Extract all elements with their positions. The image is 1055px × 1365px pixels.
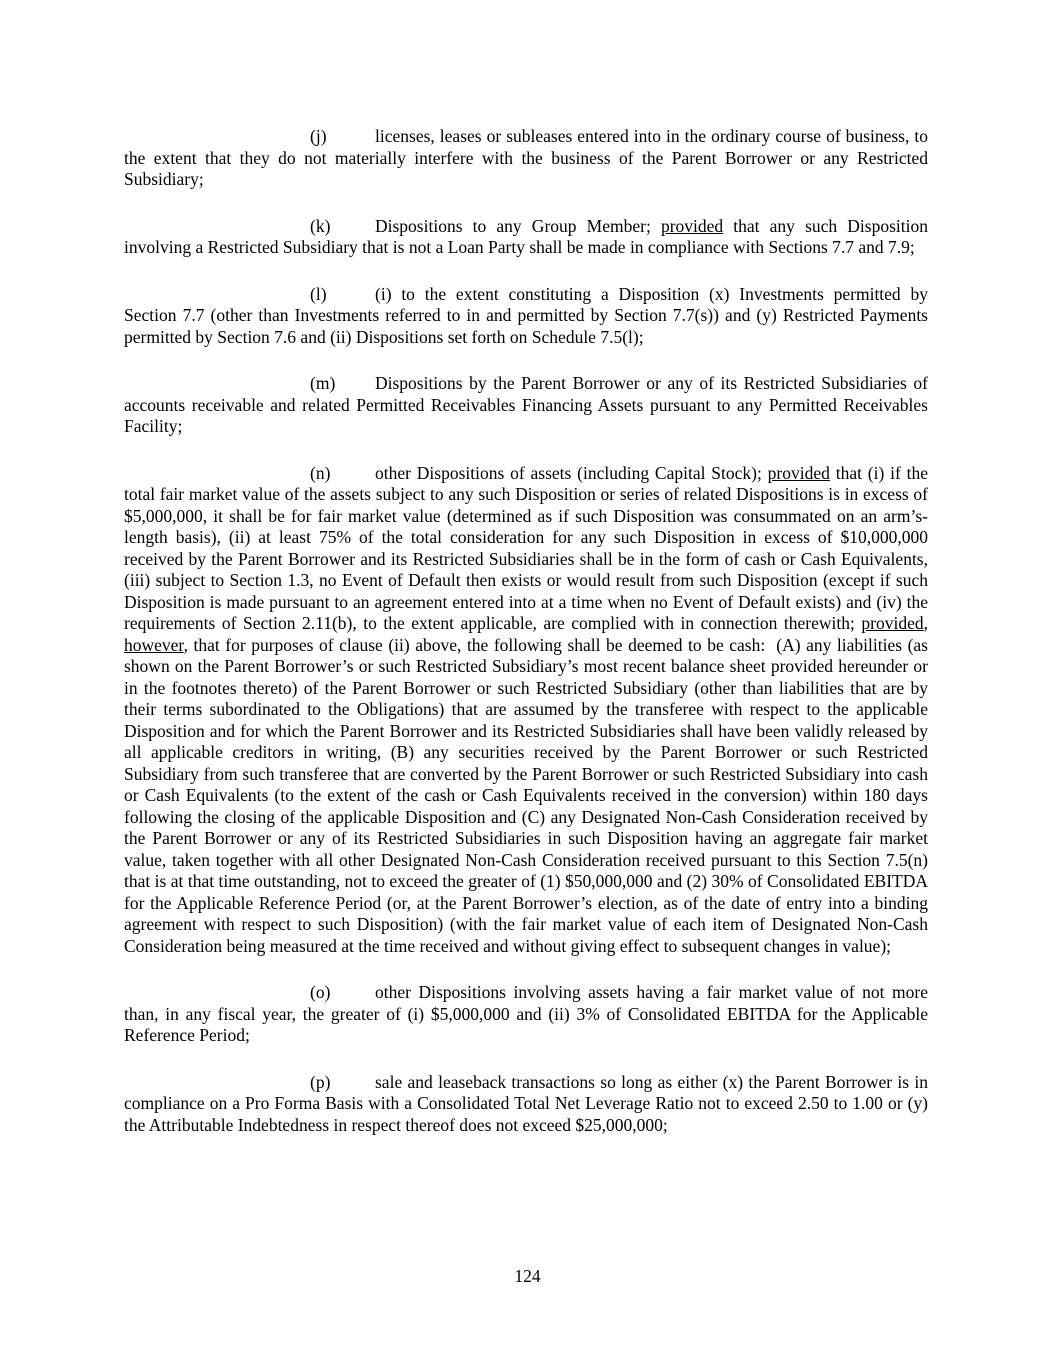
text-segment: Dispositions to any Group Member;	[375, 215, 661, 236]
page-number: 124	[514, 1266, 541, 1286]
paragraph-marker: (l)	[310, 283, 327, 304]
underlined-term: provided	[861, 613, 924, 633]
text-segment: other Dispositions involving assets having a fair market value of not more than, in any fiscal year, the greater of (i) $5,000,000 and (ii) 3% of Consolidated EBITDA for the Applicable Reference Period;	[124, 982, 928, 1045]
text-segment: that (i) if the total fair market value of the assets subject to any such Disposition or series of related Dispositions is in excess of $5,000,000, it shall be for fair market value (determined as if such Disposition was consummated on an arm’s-length basis), (ii) at least 75% of the total consideration for any such Disposition in excess of $10,000,000 received by the Parent Borrower and its Restricted Subsidiaries shall be in the form of cash or Cash Equivalents, (iii) subject to Section 1.3, no Event of Default then exists or would result from such Disposition (except if such Disposition is made pursuant to an agreement entered into at a time when no Event of Default exists) and (iv) the requirements of Section 2.11(b), to the extent applicable, are complied with in connection therewith;	[124, 462, 929, 633]
paragraph-n	[124, 463, 928, 958]
text-segment: Dispositions by the Parent Borrower or any of its Restricted Subsidiaries of accounts receivable and related Permitted Receivables Financing Assets pursuant to any Permitted Receivables Facility;	[124, 373, 928, 436]
paragraph-marker: (o)	[310, 982, 331, 1002]
text-segment: other Dispositions of assets (including Capital Stock);	[375, 462, 768, 483]
paragraph-p	[124, 1072, 928, 1137]
text-segment: sale and leaseback transactions so long as either (x) the Parent Borrower is in compliance on a Pro Forma Basis with a Consolidated Total Net Leverage Ratio not to exceed 2.50 to 1.00 or (y) the Attributable Indebtedness in respect thereof does not exceed $25,000,000;	[124, 1071, 928, 1135]
paragraph-o	[124, 982, 928, 1047]
text-segment: licenses, leases or subleases entered into in the ordinary course of business, to the extent that they do not materially interfere with the business of the Parent Borrower or any Restricted Subsidiary;	[124, 126, 928, 189]
text-segment: ,	[923, 613, 928, 633]
paragraph-j	[124, 126, 928, 191]
paragraph-marker: (p)	[310, 1071, 331, 1092]
text-segment: (i) to the extent constituting a Disposition (x) Investments permitted by Section 7.7 (other than Investments referred to in and permitted by Section 7.7(s)) and (y) Restricted Payments permitted by Section 7.6 and (ii) Dispositions set forth on Schedule 7.5(l);	[124, 283, 928, 347]
paragraph-marker: (n)	[310, 462, 331, 483]
underlined-term: however	[124, 634, 184, 655]
paragraph-k	[124, 216, 928, 259]
text-segment: that any such Disposition involving a Restricted Subsidiary that is not a Loan Party shall be made in compliance with Sections 7.7 and 7.9;	[124, 215, 928, 257]
paragraph-m	[124, 373, 928, 438]
paragraph-l	[124, 284, 928, 349]
paragraph-marker: (k)	[310, 215, 331, 236]
text-segment: , that for purposes of clause (ii) above, the following shall be deemed to be cash: (A) any liabilities (as shown on the Parent Borrower’s or such Restricted Subsidiary’s most recent balance sheet provided hereunder or in the footnotes thereto) of the Parent Borrower or such Restricted Subsidiary (other than liabilities that are by their terms subordinated to the Obligations) that are assumed by the transferee with respect to the applicable Disposition and for which the Parent Borrower and its Restricted Subsidiaries shall have been validly released by all applicable creditors in writing, (B) any securities received by the Parent Borrower or such Restricted Subsidiary from such transferee that are converted by the Parent Borrower or such Restricted Subsidiary into cash or Cash Equivalents (to the extent of the cash or Cash Equivalents received in the conversion) within 180 days following the closing of the applicable Disposition and (C) any Designated Non-Cash Consideration received by the Parent Borrower or any of its Restricted Subsidiaries in such Disposition having an aggregate fair market value, taken together with all other Designated Non-Cash Consideration received pursuant to this Section 7.5(n) that is at that time outstanding, not to exceed the greater of (1) $50,000,000 and (2) 30% of Consolidated EBITDA for the Applicable Reference Period (or, at the Parent Borrower’s election, as of the date of entry into a binding agreement with respect to such Disposition) (with the fair market value of each item of Designated Non-Cash Consideration being measured at the time received and without giving effect to subsequent changes in value);	[124, 634, 928, 956]
paragraph-marker: (m)	[310, 373, 336, 393]
underlined-term: provided	[767, 462, 830, 483]
underlined-term: provided	[660, 215, 724, 236]
paragraph-marker: (j)	[310, 126, 327, 146]
document-body	[124, 126, 928, 1161]
